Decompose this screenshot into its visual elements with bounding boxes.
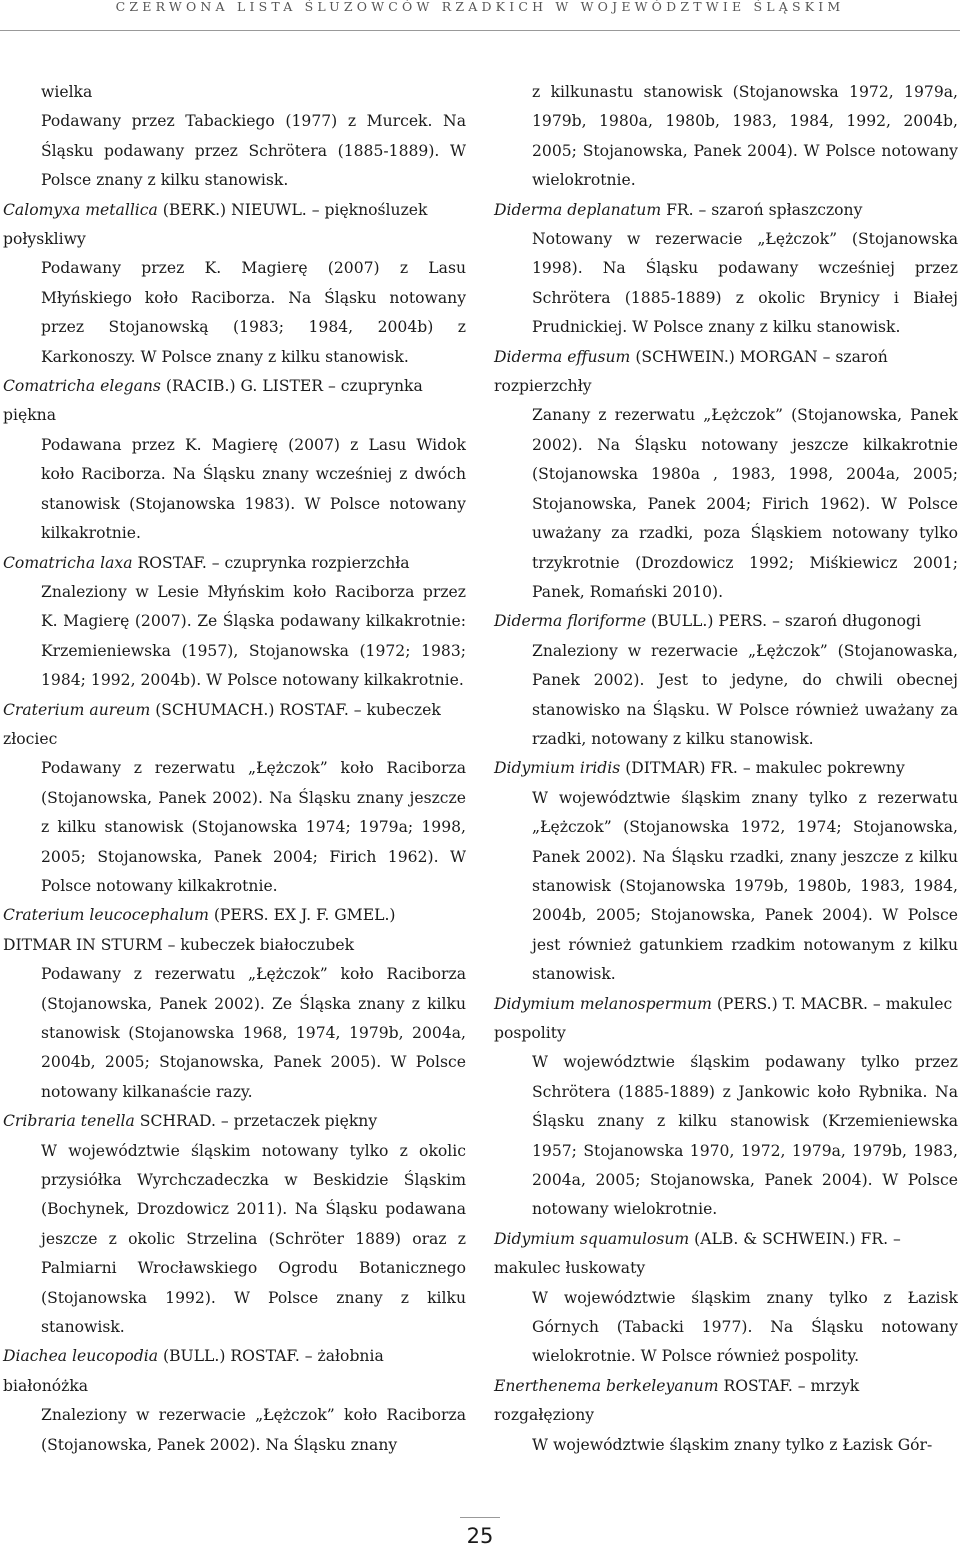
species-entry bbox=[3, 1342, 466, 1460]
entry-heading-rest: (PERS.) T. MACBR. – makulec pospolity bbox=[494, 994, 953, 1042]
entry-heading bbox=[494, 990, 958, 1049]
entry-heading-rest: ROSTAF. – mrzyk rozgałęziony bbox=[494, 1376, 860, 1425]
entry-body: W województwie śląskim znany tylko z Łazisk Górnych (Tabacki 1977). Na Śląsku notowany wielokrotnie. W Polsce również pospolity. bbox=[532, 1288, 958, 1366]
entry-heading bbox=[494, 343, 958, 402]
latin-name: Craterium aureum bbox=[3, 700, 151, 719]
entry-body: Podawany przez K. Magierę (2007) z Lasu Młyńskiego koło Raciborza. Na Śląsku notowany przez Stojanowską (1983; 1984, 2004b) z Karkonoszy. W Polsce znany z kilku stanowisk. bbox=[41, 259, 466, 366]
species-entry bbox=[494, 754, 958, 989]
entry-body: Podawany z rezerwatu „Łężczok” koło Raciborza (Stojanowska, Panek 2002). Na Śląsku znany jeszcze z kilku stanowisk (Stojanowska 1974; 1979a; 1998, 2005; Stojanowska, Panek 2004; Firich 1962). W Polsce notowany kilkakrotnie. bbox=[41, 759, 466, 895]
species-entry bbox=[494, 1225, 958, 1372]
entry-body: Podawany z rezerwatu „Łężczok” koło Raciborza (Stojanowska, Panek 2002). Ze Śląska znany z kilku stanowisk (Stojanowska 1968, 1974, 1979b, 2004a, 2004b, 2005; Stojanowska, Panek 2005). W Polsce notowany kilkanaście razy. bbox=[41, 965, 466, 1101]
entry-heading-rest: (PERS. EX J. F. GMEL.) DITMAR IN STURM – kubeczek białoczubek bbox=[3, 906, 396, 954]
species-entry bbox=[3, 549, 466, 696]
entry-heading-rest: FR. – szaroń spłaszczony bbox=[661, 200, 863, 219]
continuation-body: z kilkunastu stanowisk (Stojanowska 1972, 1979a, 1979b, 1980a, 1980b, 1983, 1984, 1992, 2004b, 2005; Stojanowska, Panek 2004). W Polsce notowany wielokrotnie. bbox=[532, 83, 958, 190]
latin-name: Diderma floriforme bbox=[494, 612, 647, 631]
entry-body: Notowany w rezerwacie „Łężczok” (Stojanowska 1998). Na Śląsku podawany wcześniej przez Schrötera (1885-1889) z okolic Brynicy i Białej Prudnickiej. W Polsce znany z kilku stanowisk. bbox=[532, 230, 958, 337]
entry-heading-rest: ROSTAF. – czuprynka rozpierzchła bbox=[132, 553, 410, 572]
entry-heading bbox=[494, 754, 958, 783]
entry-body: W województwie śląskim znany tylko z Łazisk Gór- bbox=[532, 1435, 933, 1454]
latin-name: Cribraria tenella bbox=[3, 1112, 135, 1131]
entry-heading bbox=[3, 196, 466, 255]
entry-body: Podawana przez K. Magierę (2007) z Lasu Widok koło Raciborza. Na Śląsku znany wcześniej z dwóch stanowisk (Stojanowska 1983). W Polsce notowany kilkakrotnie. bbox=[41, 435, 466, 543]
entry-body: W województwie śląskim podawany tylko przez Schrötera (1885-1889) z Jankowic koło Rybnika. Na Śląsku znany z kilku stanowisk (Krzemieniewska 1957; Stojanowska 1970, 1972, 1979a, 1979b, 1983, 2004a, 2005; Stojanowska, Panek 2004). W Polsce notowany wielokrotnie. bbox=[532, 1053, 958, 1219]
species-entry bbox=[494, 607, 958, 754]
page-number: 25 bbox=[466, 1524, 494, 1548]
right-column bbox=[494, 78, 958, 1460]
entry-heading bbox=[3, 549, 466, 578]
entry-heading bbox=[3, 1107, 466, 1136]
entry-heading-rest: SCHRAD. – przetaczek piękny bbox=[134, 1112, 378, 1131]
latin-name: Diachea leucopodia bbox=[3, 1347, 159, 1366]
species-entry bbox=[494, 343, 958, 608]
entry-heading-rest: (SCHWEIN.) MORGAN – szaroń rozpierzchły bbox=[494, 347, 888, 396]
entry-heading bbox=[494, 1372, 958, 1431]
species-entry bbox=[494, 1372, 958, 1460]
latin-name: Diderma effusum bbox=[494, 347, 631, 366]
left-column bbox=[3, 78, 466, 1460]
entry-body: Znaleziony w rezerwacie „Łężczok” koło Raciborza (Stojanowska, Panek 2002). Na Śląsku znany bbox=[41, 1406, 466, 1454]
continuation-body: Podawany przez Tabackiego (1977) z Murcek. Na Śląsku podawany przez Schrötera (1885-1889). W Polsce znany z kilku stanowisk. bbox=[41, 112, 466, 190]
entry-heading-rest: (BULL.) ROSTAF. – żałobnia białonóżka bbox=[3, 1347, 384, 1395]
entry-heading-rest: (BULL.) PERS. – szaroń długonogi bbox=[646, 612, 922, 631]
latin-name: Didymium melanospermum bbox=[494, 994, 712, 1013]
entry-heading-rest: (RACIB.) G. LISTER – czuprynka piękna bbox=[3, 377, 423, 425]
entry-heading bbox=[494, 196, 958, 225]
entry-heading bbox=[3, 372, 466, 431]
entry-heading bbox=[3, 901, 466, 960]
entry-heading-rest: (SCHUMACH.) ROSTAF. – kubeczek złociec bbox=[3, 700, 441, 748]
continuation-heading: wielka bbox=[41, 83, 93, 101]
entry-body: W województwie śląskim znany tylko z rezerwatu „Łężczok” (Stojanowska 1972, 1974; Stojanowska, Panek 2002). Na Śląsku rzadki, znany jeszcze z kilku stanowisk (Stojanowska 1979b, 1980b, 1983, 1984, 2004b, 2005; Stojanowska, Panek 2004). W Polsce jest również gatunkiem rzadkim notowanym z kilku stanowisk. bbox=[532, 788, 958, 984]
entry-heading bbox=[3, 1342, 466, 1401]
species-entry bbox=[494, 990, 958, 1225]
entry-heading bbox=[494, 1225, 958, 1284]
species-entry bbox=[3, 696, 466, 902]
entry-heading bbox=[494, 607, 958, 636]
latin-name: Comatricha elegans bbox=[3, 377, 161, 396]
entry-body: Znaleziony w rezerwacie „Łężczok” (Stojanowaska, Panek 2002). Jest to jedyne, do chwili obecnej stanowisko na Śląsku. W Polsce również uważany za rzadki, notowany z kilku stanowisk. bbox=[532, 641, 958, 748]
latin-name: Craterium leucocephalum bbox=[3, 906, 209, 925]
entry-body: Zanany z rezerwatu „Łężczok” (Stojanowska, Panek 2002). Na Śląsku notowany jeszcze kilkakrotnie (Stojanowska 1980a , 1983, 1998, 2004a, 2005; Stojanowska, Panek 2004; Firich 1962). W Polsce uważany za rzadki, poza Śląskiem notowany tylko trzykrotnie (Drozdowicz 1992; Miśkiewicz 2001; Panek, Romański 2010). bbox=[532, 406, 958, 601]
species-entry bbox=[3, 1107, 466, 1342]
entry-heading-rest: (ALB. & SCHWEIN.) FR. – makulec łuskowaty bbox=[494, 1229, 901, 1278]
entry-heading-rest: (BERK.) NIEUWL. – pięknośluzek połyskliwy bbox=[3, 200, 428, 249]
latin-name: Comatricha laxa bbox=[3, 553, 133, 572]
latin-name: Calomyxa metallica bbox=[3, 200, 158, 219]
latin-name: Diderma deplanatum bbox=[494, 200, 662, 219]
species-entry bbox=[3, 372, 466, 548]
species-entry bbox=[494, 196, 958, 343]
entry-heading-rest: (DITMAR) FR. – makulec pokrewny bbox=[620, 759, 905, 778]
latin-name: Didymium iridis bbox=[494, 759, 621, 778]
entry-body: W województwie śląskim notowany tylko z okolic przysiółka Wyrchczadeczka w Beskidzie Śląskim (Bochynek, Drozdowicz 2011). Na Śląsku podawana jeszcze z okolic Strzelina (Schröter 1889) oraz z Palmiarni Wrocławskiego Ogrodu Botanicznego (Stojanowska 1992). W Polsce znany z kilku stanowisk. bbox=[41, 1141, 466, 1337]
latin-name: Enerthenema berkeleyanum bbox=[494, 1376, 719, 1395]
entry-heading bbox=[3, 696, 466, 755]
entry-body: Znaleziony w Lesie Młyńskim koło Raciborza przez K. Magierę (2007). Ze Śląska podawany kilkakrotnie: Krzemieniewska (1957), Stojanowska (1972; 1983; 1984; 1992, 2004b). W Polsce notowany kilkakrotnie. bbox=[41, 582, 466, 690]
species-entry bbox=[3, 196, 466, 372]
header-rule bbox=[0, 30, 960, 31]
latin-name: Didymium squamulosum bbox=[494, 1229, 690, 1248]
species-entry bbox=[3, 901, 466, 1107]
running-head: CZERWONA LISTA ŚLUZOWCÓW RZADKICH W WOJEWÓDZTWIE ŚLĄSKIM bbox=[115, 0, 845, 14]
